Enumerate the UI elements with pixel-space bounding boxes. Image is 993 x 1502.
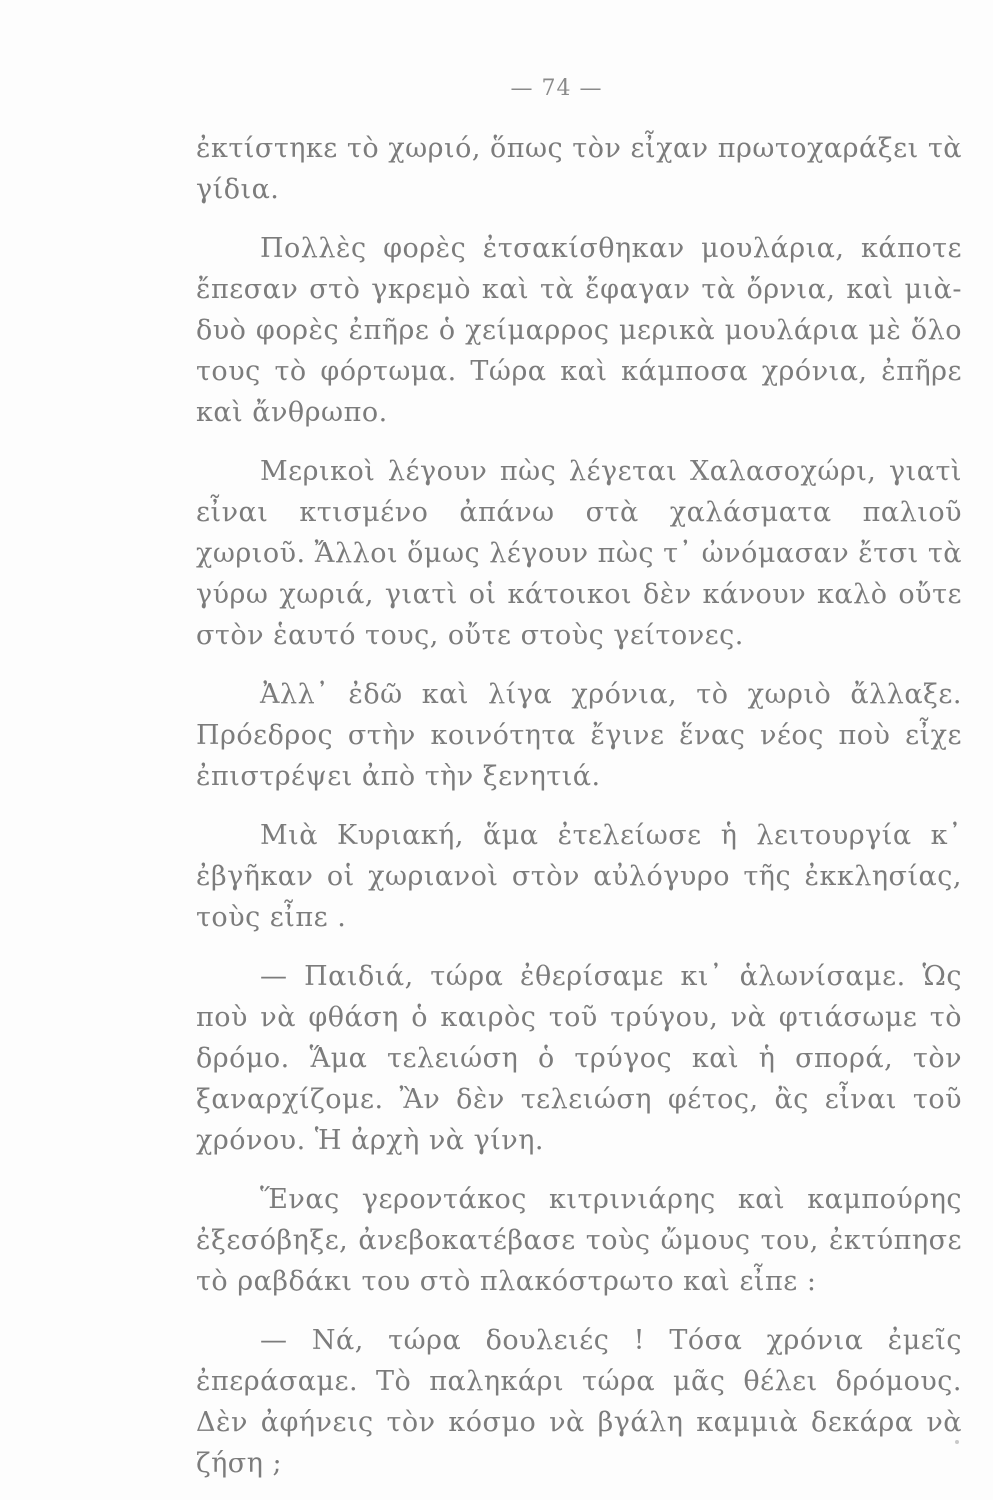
- body-text: [196, 128, 962, 1502]
- paragraph-5: Μιὰ Κυριακή, ἅμα ἐτελείωσε ἡ λειτουργία κ᾽ ἐβγῆκαν οἱ χωριανοὶ στὸν αὐλόγυρο τῆς ἐκκλησίας, τοὺς εἶπε .: [196, 820, 962, 933]
- paragraph-2: Πολλὲς φορὲς ἐτσακίσθηκαν μουλάρια, κάποτε ἔπεσαν στὸ γκρεμὸ καὶ τὰ ἔφαγαν τὰ ὄρνια, καὶ μιὰ-δυὸ φορὲς ἐπῆρε ὁ χείμαρρος μερικὰ μουλάρια μὲ ὅλο τους τὸ φόρτωμα. Τώρα καὶ κάμποσα χρόνια, ἐπῆρε καὶ ἄνθρωπο.: [196, 233, 962, 428]
- paper-speck: [955, 1440, 959, 1444]
- paragraph-4: Ἀλλ᾽ ἐδῶ καὶ λίγα χρόνια, τὸ χωριὸ ἄλλαξε. Πρόεδρος στὴν κοινότητα ἔγινε ἕνας νέος ποὺ εἶχε ἐπιστρέψει ἀπὸ τὴν ξενητιά.: [196, 679, 962, 792]
- paragraph-3: Μερικοὶ λέγουν πὼς λέγεται Χαλασοχώρι, γιατὶ εἶναι κτισμένο ἀπάνω στὰ χαλάσματα παλιοῦ χωριοῦ. Ἄλλοι ὅμως λέγουν πὼς τ᾽ ὠνόμασαν ἔτσι τὰ γύρω χωριά, γιατὶ οἱ κάτοικοι δὲν κάνουν καλὸ οὔτε στὸν ἑαυτό τους, οὔτε στοὺς γείτονες.: [196, 456, 962, 651]
- page-number: — 74 —: [510, 76, 603, 101]
- paragraph-8: — Νά, τώρα δουλειές ! Τόσα χρόνια ἐμεῖς ἐπεράσαμε. Τὸ παληκάρι τώρα μᾶς θέλει δρόμους. Δὲν ἀφήνεις τὸν κόσμο νὰ βγάλη καμμιὰ δεκάρα νὰ ζήση ;: [196, 1325, 962, 1479]
- paragraph-6: — Παιδιά, τώρα ἐθερίσαμε κι᾽ ἁλωνίσαμε. Ὡς ποὺ νὰ φθάση ὁ καιρὸς τοῦ τρύγου, νὰ φτιάσωμε τὸ δρόμο. Ἅμα τελειώση ὁ τρύγος καὶ ἡ σπορά, τὸν ξαναρχίζομε. Ἂν δὲν τελειώση φέτος, ἂς εἶναι τοῦ χρόνου. Ἡ ἀρχὴ νὰ γίνη.: [196, 961, 962, 1156]
- paragraph-1: ἐκτίστηκε τὸ χωριό, ὅπως τὸν εἶχαν πρωτοχαράξει τὰ γίδια.: [196, 133, 962, 205]
- paragraph-7: Ἕνας γεροντάκος κιτρινιάρης καὶ καμπούρης ἐξεσόβηξε, ἀνεβοκατέβασε τοὺς ὤμους του, ἐκτύπησε τὸ ραβδάκι του στὸ πλακόστρωτο καὶ εἶπε :: [196, 1184, 962, 1297]
